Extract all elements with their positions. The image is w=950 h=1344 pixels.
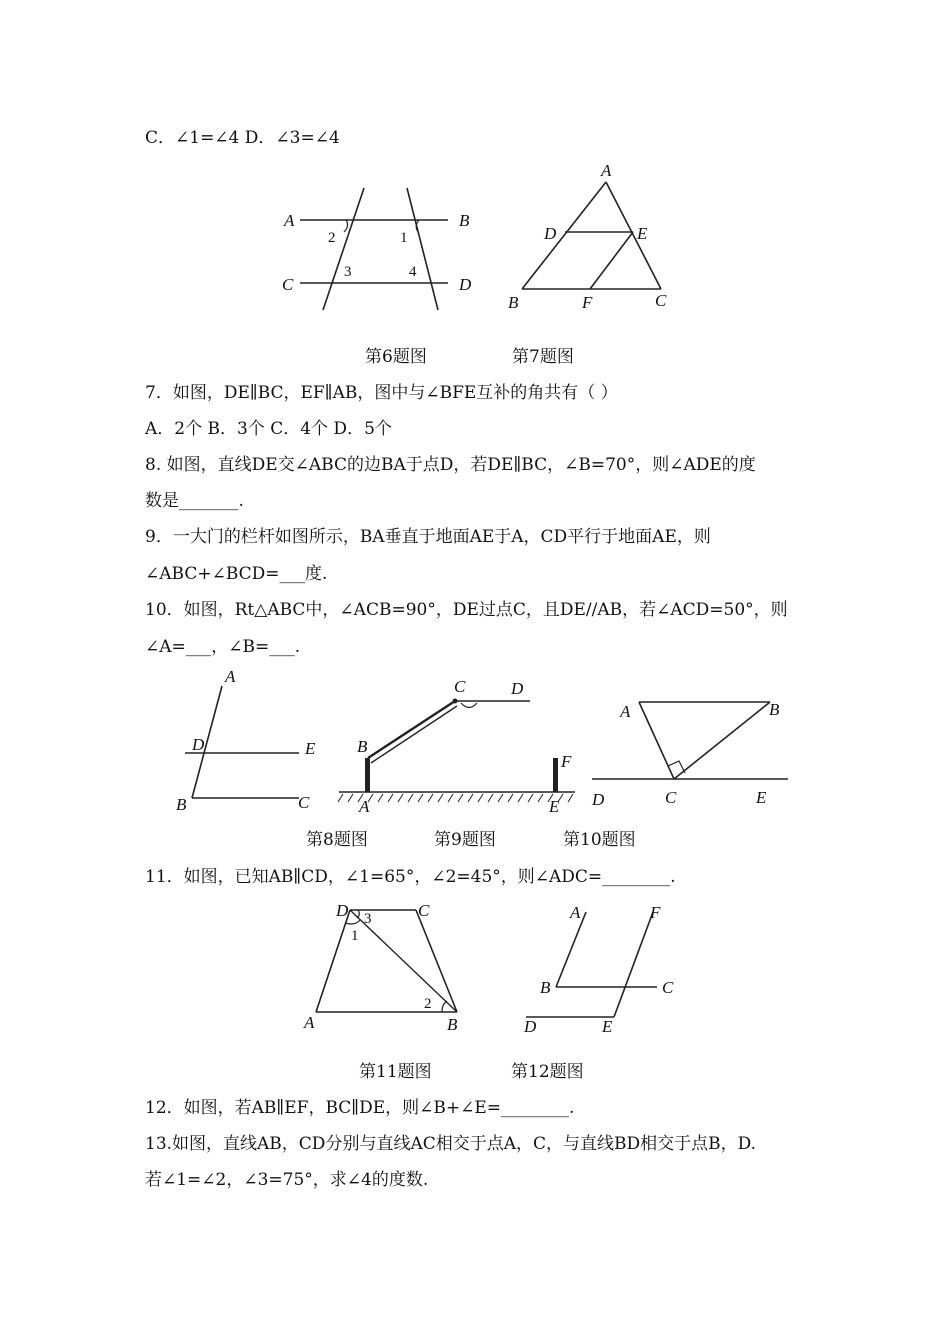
fig11-angle-3: 3 — [364, 911, 372, 927]
fig10-label-b: B — [769, 700, 780, 719]
question-13-line-2: 若∠1=∠2，∠3=75°，求∠4的度数. — [145, 1170, 429, 1190]
fig9-label-b: B — [357, 737, 368, 756]
fig10-label-e: E — [756, 788, 767, 807]
question-9-line-2: ∠ABC+∠BCD=___度. — [145, 564, 328, 584]
fig6-angle-2: 2 — [328, 230, 336, 246]
figure-11 — [300, 896, 470, 1036]
figure-6 — [278, 180, 483, 315]
caption-fig11: 第11题图 — [359, 1062, 432, 1082]
fig12-label-d: D — [524, 1017, 537, 1036]
fig6-angle-4: 4 — [409, 264, 417, 280]
question-12: 12．如图，若AB∥EF，BC∥DE，则∠B+∠E=________. — [145, 1098, 575, 1118]
question-8-line-1: 8. 如图，直线DE交∠ABC的边BA于点D，若DE∥BC，∠B=70°，则∠ADE的度 — [145, 455, 756, 475]
fig11-label-b: B — [447, 1015, 458, 1034]
q6-options: C．∠1=∠4 D．∠3=∠4 — [145, 128, 340, 148]
fig6-label-c: C — [282, 275, 294, 294]
figure-9 — [335, 670, 585, 820]
caption-fig9: 第9题图 — [434, 830, 496, 850]
fig8-label-e: E — [305, 739, 316, 758]
fig8-label-c: C — [298, 793, 310, 812]
question-8-line-2: 数是_______. — [145, 491, 244, 511]
fig6-label-a: A — [284, 211, 295, 230]
fig9-label-e: E — [549, 797, 560, 816]
fig7-label-e: E — [637, 224, 648, 243]
fig9-label-a: A — [359, 797, 370, 816]
fig9-label-c: C — [454, 677, 466, 696]
caption-fig12: 第12题图 — [511, 1062, 584, 1082]
fig6-angle-1: 1 — [400, 230, 408, 246]
fig12-label-e: E — [602, 1017, 613, 1036]
fig6-angle-3: 3 — [344, 264, 352, 280]
fig8-label-d: D — [192, 735, 205, 754]
fig11-label-a: A — [304, 1013, 315, 1032]
figure-10 — [588, 690, 793, 815]
fig11-label-d: D — [336, 901, 349, 920]
question-10-line-1: 10．如图，Rt△ABC中，∠ACB=90°，DE过点C，且DE//AB，若∠ACD=50°，则 — [145, 600, 788, 620]
fig10-label-d: D — [592, 790, 605, 809]
fig6-label-d: D — [459, 275, 472, 294]
fig10-label-a: A — [620, 702, 631, 721]
fig12-label-c: C — [662, 978, 674, 997]
fig7-label-a: A — [601, 161, 612, 180]
fig7-label-d: D — [544, 224, 557, 243]
fig9-label-d: D — [511, 679, 524, 698]
figure-12 — [518, 898, 683, 1038]
fig10-label-c: C — [665, 788, 677, 807]
fig12-label-f: F — [650, 903, 661, 922]
fig9-label-f: F — [561, 752, 572, 771]
caption-fig8: 第8题图 — [306, 830, 368, 850]
fig11-label-c: C — [418, 901, 430, 920]
fig6-label-b: B — [459, 211, 470, 230]
caption-fig10: 第10题图 — [563, 830, 636, 850]
fig7-label-b: B — [508, 293, 519, 312]
fig7-label-f: F — [582, 293, 593, 312]
caption-fig6: 第6题图 — [365, 347, 427, 367]
question-10-line-2: ∠A=___，∠B=___. — [145, 637, 301, 657]
fig11-angle-1: 1 — [351, 928, 359, 944]
fig8-label-a: A — [225, 667, 236, 686]
fig12-label-b: B — [540, 978, 551, 997]
figure-7 — [502, 158, 682, 318]
question-7: 7．如图，DE∥BC，EF∥AB，图中与∠BFE互补的角共有（ ） — [145, 383, 618, 403]
question-9-line-1: 9．一大门的栏杆如图所示，BA垂直于地面AE于A，CD平行于地面AE，则 — [145, 527, 711, 547]
fig11-angle-2: 2 — [424, 996, 432, 1012]
figure-8 — [170, 664, 330, 814]
question-13-line-1: 13.如图，直线AB，CD分别与直线AC相交于点A，C，与直线BD相交于点B，D. — [145, 1134, 757, 1154]
question-7-options: A．2个 B．3个 C．4个 D．5个 — [145, 419, 392, 439]
fig8-label-b: B — [176, 795, 187, 814]
caption-fig7: 第7题图 — [512, 347, 574, 367]
fig7-label-c: C — [655, 291, 667, 310]
question-11: 11．如图，已知AB∥CD，∠1=65°，∠2=45°，则∠ADC=________. — [145, 867, 676, 887]
fig12-label-a: A — [570, 903, 581, 922]
